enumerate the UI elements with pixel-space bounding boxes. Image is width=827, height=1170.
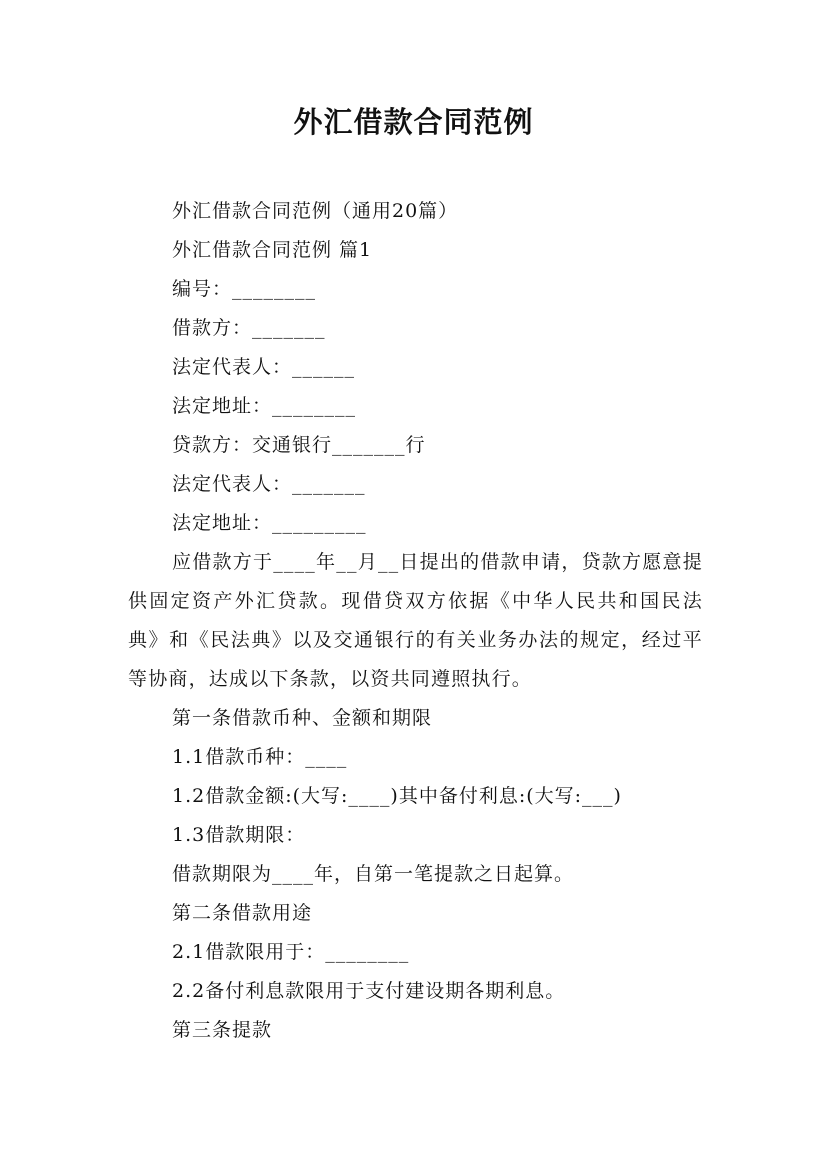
article-3-heading: 第三条提款 (172, 1019, 273, 1041)
field-borrower-representative: 法定代表人：______ (172, 356, 356, 378)
article-1-heading: 第一条借款币种、金额和期限 (172, 707, 433, 729)
field-lender-address: 法定地址：_________ (172, 512, 367, 534)
heading-chapter: 外汇借款合同范例 篇1 (172, 239, 373, 261)
intro-paragraph: 应借款方于____年__月__日提出的借款申请，贷款方愿意提供固定资产外汇贷款。现借贷双方依据《中华人民共和国民法典》和《民法典》以及交通银行的有关业务办法的规定，经过平等协商，达成以下条款，以资共同遵照执行。 (128, 551, 703, 690)
clause-1-1: 1.1借款币种：____ (172, 746, 348, 768)
field-number: 编号：________ (172, 278, 317, 300)
article-2-heading: 第二条借款用途 (172, 902, 313, 924)
field-lender: 贷款方：交通银行_______行 (172, 434, 426, 456)
field-borrower: 借款方：_______ (172, 317, 326, 339)
document-body (128, 192, 703, 1050)
clause-1-2: 1.2借款金额:(大写:____)其中备付利息:(大写:___) (172, 785, 622, 807)
field-borrower-address: 法定地址：________ (172, 395, 357, 417)
heading-collection: 外汇借款合同范例（通用20篇） (172, 200, 459, 222)
field-lender-representative: 法定代表人：_______ (172, 473, 366, 495)
clause-2-2: 2.2备付利息款限用于支付建设期各期利息。 (172, 980, 566, 1002)
clause-1-3-detail: 借款期限为____年，自第一笔提款之日起算。 (172, 863, 575, 885)
clause-2-1: 2.1借款限用于：________ (172, 941, 410, 963)
document-title: 外汇借款合同范例 (293, 105, 534, 139)
clause-1-3: 1.3借款期限： (172, 824, 306, 846)
